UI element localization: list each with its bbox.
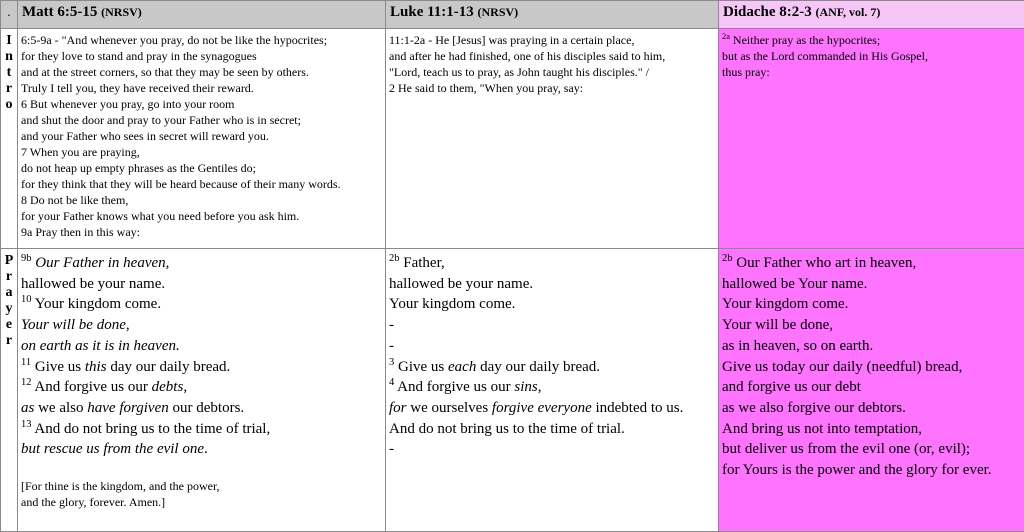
text-fragment: . <box>204 441 208 458</box>
text-line: 7 When you are praying, <box>21 145 140 159</box>
verse-number: 12 <box>21 377 32 389</box>
verse-number: 13 <box>21 418 32 430</box>
text-line <box>21 439 382 460</box>
header-row <box>1 1 1024 29</box>
text-fragment: Your kingdom come. <box>31 296 162 313</box>
side-letter: o <box>5 97 13 112</box>
verse-number: 9b <box>21 253 32 264</box>
luke-intro <box>386 29 719 249</box>
verse-number: 3 <box>389 356 395 368</box>
verse-number: 10 <box>21 294 32 306</box>
doxology <box>21 478 382 510</box>
text-line: do not heap up empty phrases as the Gentiles do; <box>21 161 256 175</box>
didache-intro <box>719 29 1024 249</box>
text-line <box>722 253 1021 274</box>
text-line: 6 But whenever you pray, go into your room <box>21 97 235 111</box>
text-fragment: , <box>183 379 188 396</box>
text-fragment: debts <box>151 379 184 396</box>
text-line: - <box>389 317 394 334</box>
side-letter: I <box>6 33 12 48</box>
text-line: and your Father who sees in secret will reward you. <box>21 129 269 143</box>
text-fragment: sins <box>514 379 538 396</box>
text-line <box>722 32 1021 48</box>
text-fragment: , <box>165 255 170 271</box>
text-fragment: Neither pray as the hypocrites; <box>732 33 881 47</box>
text-line <box>21 336 382 357</box>
text-line: 9a Pray then in this way: <box>21 225 140 239</box>
text-line: but deliver us from the evil one (or, evil); <box>722 441 971 458</box>
text-line: Truly I tell you, they have received their reward. <box>21 81 254 95</box>
prayer-side-label <box>1 249 18 532</box>
side-letter: y <box>5 301 13 316</box>
text-fragment: Give us <box>31 358 85 375</box>
text-line: Give us today our daily (needful) bread, <box>722 358 963 375</box>
text-line: for your Father knows what you need before you ask him. <box>21 209 300 223</box>
text-line: and at the street corners, so that they may be seen by others. <box>21 65 309 79</box>
matt-title: Matt 6:5-15 <box>22 4 98 20</box>
corner-cell: . <box>1 1 18 29</box>
text-line: and after he had finished, one of his disciples said to him, <box>389 49 666 63</box>
verse-number: 2b <box>722 253 733 264</box>
text-line: Your kingdom come. <box>389 296 516 313</box>
text-fragment: our debtors. <box>168 399 245 416</box>
text-line <box>21 253 382 274</box>
matt-intro <box>18 29 386 249</box>
text-fragment: as <box>21 399 35 416</box>
text-line <box>389 398 715 419</box>
luke-header <box>386 1 719 29</box>
intro-side-label <box>1 29 18 249</box>
text-fragment: forgive everyone <box>491 399 592 416</box>
text-fragment: day our daily bread. <box>106 358 231 375</box>
text-fragment: each <box>448 358 477 375</box>
side-letter: e <box>5 317 13 332</box>
side-letter: t <box>6 65 12 80</box>
text-line: 2 He said to them, "When you pray, say: <box>389 81 584 95</box>
text-fragment: we ourselves <box>406 399 492 416</box>
verse-number: 4 <box>389 377 395 389</box>
text-line: and shut the door and pray to your Father who is in secret; <box>21 113 301 127</box>
text-fragment: for <box>389 399 407 416</box>
text-line: for they think that they will be heard because of their many words. <box>21 177 341 191</box>
text-fragment: this <box>84 358 107 375</box>
text-line: [For thine is the kingdom, and the power, <box>21 479 220 494</box>
text-line: thus pray: <box>722 65 770 79</box>
text-line <box>21 419 382 440</box>
text-line <box>21 294 382 315</box>
text-fragment: Our Father <box>35 255 104 271</box>
text-line <box>21 398 382 419</box>
text-fragment: Your will be done, <box>21 317 130 334</box>
text-line: hallowed be Your name. <box>722 275 868 292</box>
verse-number: 11 <box>21 356 32 368</box>
didache-title: Didache 8:2-3 <box>723 4 812 20</box>
text-line: for Yours is the power and the glory for ever. <box>722 462 992 479</box>
text-line: And bring us not into temptation, <box>722 420 922 437</box>
text-line: 6:5-9a - "And whenever you pray, do not be like the hypocrites; <box>21 33 328 47</box>
text-line: as in heaven, so on earth. <box>722 337 874 354</box>
text-line: "Lord, teach us to pray, as John taught his disciples." / <box>389 65 649 79</box>
didache-prayer <box>719 249 1024 532</box>
text-line: as we also forgive our debtors. <box>722 399 906 416</box>
didache-header <box>719 1 1024 29</box>
text-line <box>21 357 382 378</box>
text-fragment: on earth as it is in heaven. <box>21 337 180 354</box>
matt-prayer <box>18 249 386 532</box>
side-letter: P <box>4 253 14 268</box>
side-letter: r <box>5 333 13 348</box>
side-letter: a <box>5 285 13 300</box>
text-fragment: Our Father who art in heaven, <box>732 255 917 271</box>
side-letter: r <box>5 269 13 284</box>
intro-row <box>1 29 1024 249</box>
text-fragment: And do not bring us to the time of trial, <box>31 420 271 437</box>
verse-number: 2b <box>389 253 400 264</box>
text-fragment: but rescue us from the evil one <box>21 441 205 458</box>
text-fragment: Give us <box>394 358 448 375</box>
text-fragment: day our daily bread. <box>476 358 601 375</box>
prayer-row <box>1 249 1024 532</box>
verse-number: 2a <box>722 32 730 41</box>
text-line: hallowed be your name. <box>389 275 534 292</box>
luke-version: (NRSV) <box>477 5 519 19</box>
text-fragment: we also <box>34 399 88 416</box>
text-line: and the glory, forever. Amen.] <box>21 495 166 510</box>
text-line: 8 Do not be like them, <box>21 193 129 207</box>
text-line <box>389 377 715 398</box>
text-fragment: And forgive us our <box>394 379 515 396</box>
text-line: Your kingdom come. <box>722 296 849 313</box>
text-line: Your will be done, <box>722 317 833 334</box>
text-line: hallowed be your name. <box>21 275 166 292</box>
text-fragment: Father, <box>399 255 445 271</box>
text-fragment: , <box>537 379 542 396</box>
luke-title: Luke 11:1-13 <box>390 4 474 20</box>
text-fragment: indebted to us. <box>591 399 684 416</box>
matt-version: (NRSV) <box>101 5 142 19</box>
side-letter: n <box>5 49 13 64</box>
matt-header <box>18 1 386 29</box>
didache-version: (ANF, vol. 7) <box>815 5 881 19</box>
text-line: And do not bring us to the time of trial. <box>389 420 625 437</box>
text-line: - <box>389 337 394 354</box>
text-line <box>21 315 382 336</box>
text-fragment: in heaven <box>107 255 166 271</box>
text-line: but as the Lord commanded in His Gospel, <box>722 49 928 63</box>
text-line <box>389 253 715 274</box>
text-fragment: have forgiven <box>87 399 169 416</box>
text-line <box>21 377 382 398</box>
text-fragment: And forgive us our <box>31 379 152 396</box>
text-line: 11:1-2a - He [Jesus] was praying in a certain place, <box>389 33 635 47</box>
text-line: and forgive us our debt <box>722 379 861 396</box>
side-letter: r <box>5 81 13 96</box>
text-line: - <box>389 441 394 458</box>
text-line: for they love to stand and pray in the synagogues <box>21 49 257 63</box>
luke-prayer <box>386 249 719 532</box>
text-line <box>389 357 715 378</box>
